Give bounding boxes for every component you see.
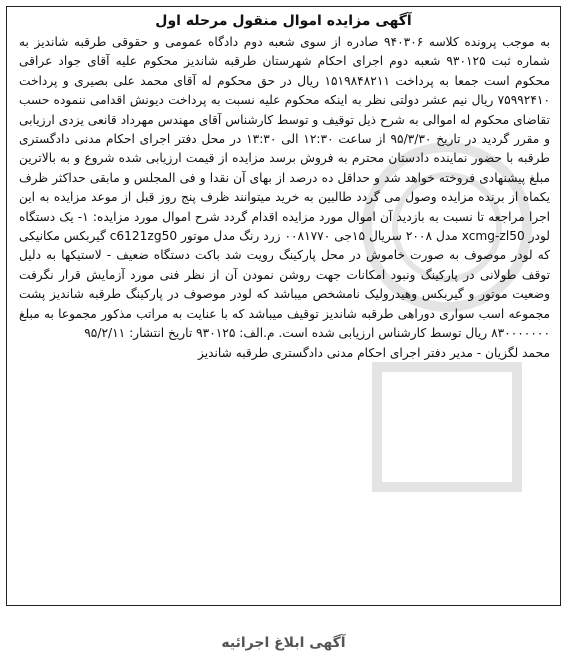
- next-notice-title: آگهی ابلاغ اجرائیه: [221, 635, 346, 651]
- notice-signature: محمد لگزیان - مدیر دفتر اجرای احکام مدنی دادگستری طرقبه شاندیز: [197, 345, 550, 360]
- next-notice-fragment: [6, 612, 561, 652]
- notice-body: به موجب پرونده کلاسه ۹۴۰۳۰۶ صادره از سوی شعبه دوم دادگاه عمومی و حقوقی طرقبه شاندیز به شماره ثبت ۹۳۰۱۲۵ شعبه دوم اجرای احکام شهرستان طرقبه شاندیز محکوم علیه آقای جواد عراقی محکوم است جمعا به پرداخت ۱۵۱۹۸۴۸۲۱۱ ریال در حق محکوم له آقای محمد علی بصیری و پرداخت ۷۵۹۹۲۴۱۰ ریال نیم عشر دولتی نظر به اینکه محکوم علیه نسبت به پرداخت دیونش اقدامی ننموده حسب تقاضای محکوم له اموالی به شرح ذیل توقیف و توسط کارشناس آقای مهندس مهرداد قانعی یزدی ارزیابی و مقرر گردید در تاریخ ۹۵/۳/۳۰ از ساعت ۱۲:۳۰ الی ۱۳:۳۰ در محل دفتر اجرای احکام مدنی دادگستری طرقبه با حضور نماینده دادستان محترم به فروش برسد مزایده از قیمت ارزیابی شده شروع و به بالاترین مبلغ پیشنهادی فروخته خواهد شد و حداقل ده درصد از بهای آن نقدا و فی المجلس و مابقی حداکثر ظرف یکماه از برنده مزایده وصول می گردد طالبین به خرید میتوانند ظرف پنج روز قبل از موعد مزایده به این اجرا مراجعه تا نسبت به بازدید آن اموال مورد مزایده اقدام گردد شرح اموال مورد مزایده: ۱- یک دستگاه لودر xcmg-zl50 مدل ۲۰۰۸ سریال ۱۵جی ۰۰۸۱۷۷۰ زرد رنگ مدل موتور c6121zg50 گیربکس مکانیکی که لودر موصوف به صورت خاموش در محل پارکینگ رویت شد باکت دستگاه ضعیف - لاستیکها به دلیل توقف طولانی در پارکینگ ونبود امکانات جهت روشن نمودن آن از نظر فنی مورد آزمایش قرار نگرفت وضعیت موتور و گیربکس وهیدرولیک نامشخص میباشد که لودر موصوف در پارکینگ طرقبه شاندیز پشت مجموعه اسب سواری دوراهی طرقبه شاندیز توقیف میباشد که با عنایت به مراتب مذکور مجموعا به مبلغ ۸۳۰۰۰۰۰۰۰ ریال توسط کارشناس ارزیابی شده است. م.الف: ۹۳۰۱۲۵ تاریخ انتشار: ۹۵/۲/۱۱: [19, 35, 550, 341]
- notice-title: آگهی مزایده اموال منقول مرحله اول: [155, 13, 412, 29]
- notice-frame: [6, 6, 561, 606]
